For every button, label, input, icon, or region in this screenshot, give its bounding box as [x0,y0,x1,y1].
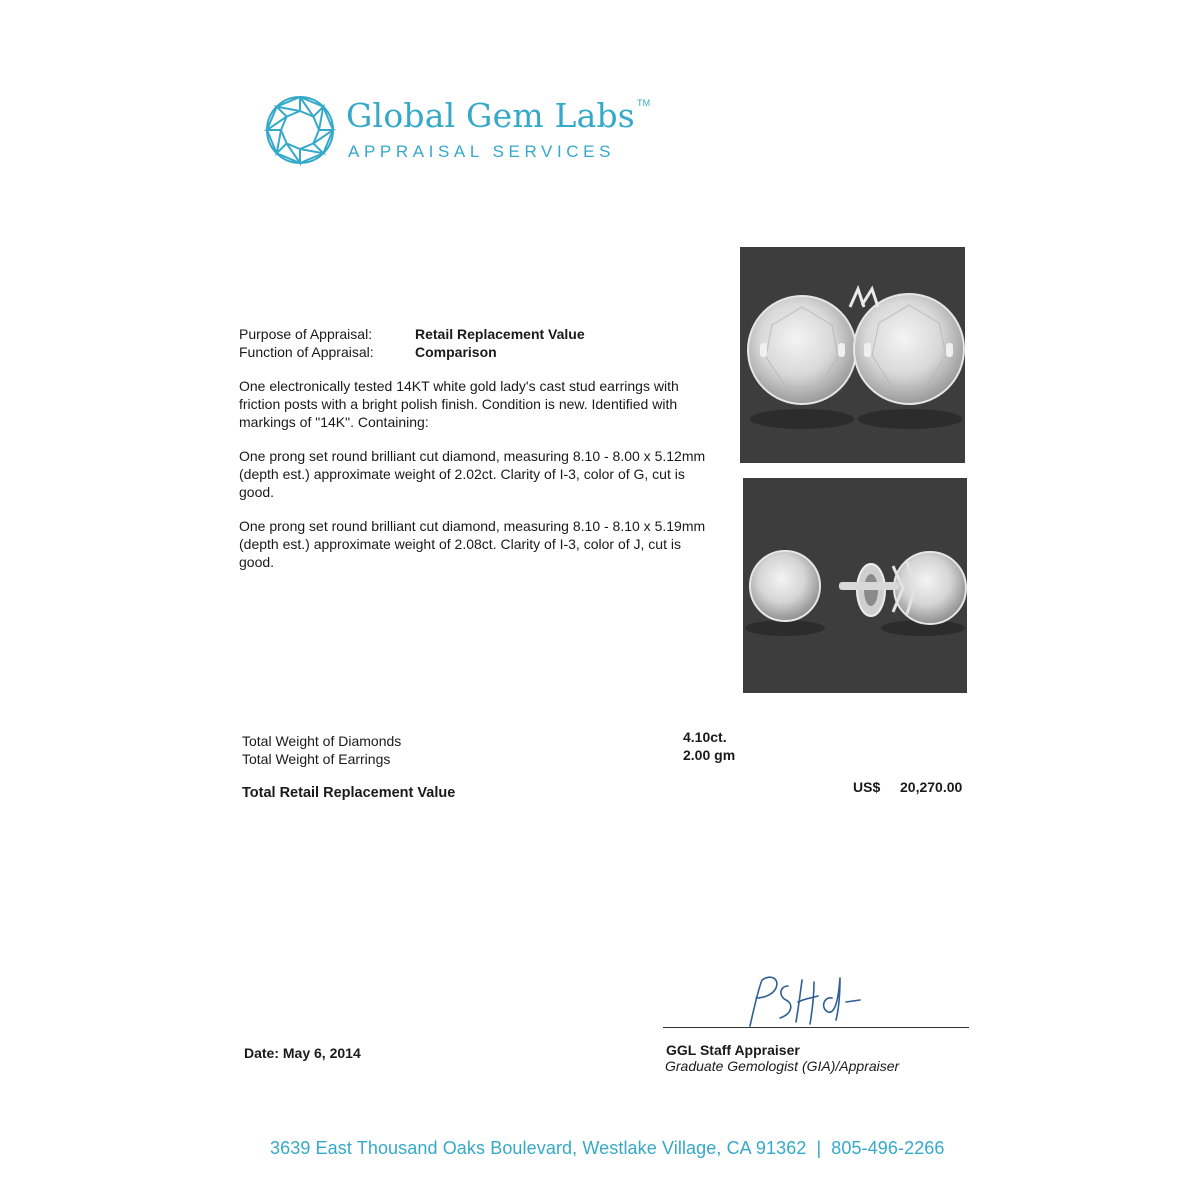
purpose-value: Retail Replacement Value [415,326,585,342]
total-diamonds-label: Total Weight of Diamonds [242,733,402,749]
item-description: One electronically tested 14KT white gold lady's cast stud earrings with friction posts with a bright polish finish. Condition is new. Identified with markings of "14K". Containing: [239,378,679,430]
purpose-label: Purpose of Appraisal: [239,326,373,342]
appraisal-date: Date: May 6, 2014 [244,1045,361,1061]
trademark-mark: TM [636,98,651,108]
footer-contact [270,1138,945,1159]
total-diamonds-value: 4.10ct. [683,729,727,745]
total-retail-value: 20,270.00 [900,779,963,795]
footer-separator: | [816,1138,822,1158]
brand-tagline: APPRAISAL SERVICES [348,142,616,161]
diamond-2-description: One prong set round brilliant cut diamond, measuring 8.10 - 8.10 x 5.19mm (depth est.) approximate weight of 2.08ct. Clarity of I-3, color of J, cut is good. [239,518,706,570]
brand-logo [264,94,664,174]
earrings-side-photo [743,478,967,693]
gem-icon [264,94,336,166]
appraiser-signature [736,968,866,1030]
signature-line [663,1027,969,1028]
footer-phone: 805-496-2266 [831,1138,945,1158]
total-earrings-label: Total Weight of Earrings [242,751,391,767]
footer-address: 3639 East Thousand Oaks Boulevard, Westlake Village, CA 91362 [270,1138,807,1158]
function-label: Function of Appraisal: [239,344,374,360]
appraiser-name: GGL Staff Appraiser [666,1042,800,1058]
function-value: Comparison [415,344,497,360]
total-retail-label: Total Retail Replacement Value [242,785,456,801]
earrings-front-photo [740,247,965,463]
total-earrings-value: 2.00 gm [683,747,736,763]
diamond-1-description: One prong set round brilliant cut diamond, measuring 8.10 - 8.00 x 5.12mm (depth est.) approximate weight of 2.02ct. Clarity of I-3, color of G, cut is good. [239,448,706,500]
purpose-row [239,325,585,343]
currency-label: US$ [853,779,881,795]
function-row [239,343,585,361]
brand-name: Global Gem Labs ™ [346,96,651,135]
appraisal-meta [239,325,585,361]
appraiser-credential: Graduate Gemologist (GIA)/Appraiser [665,1058,900,1074]
